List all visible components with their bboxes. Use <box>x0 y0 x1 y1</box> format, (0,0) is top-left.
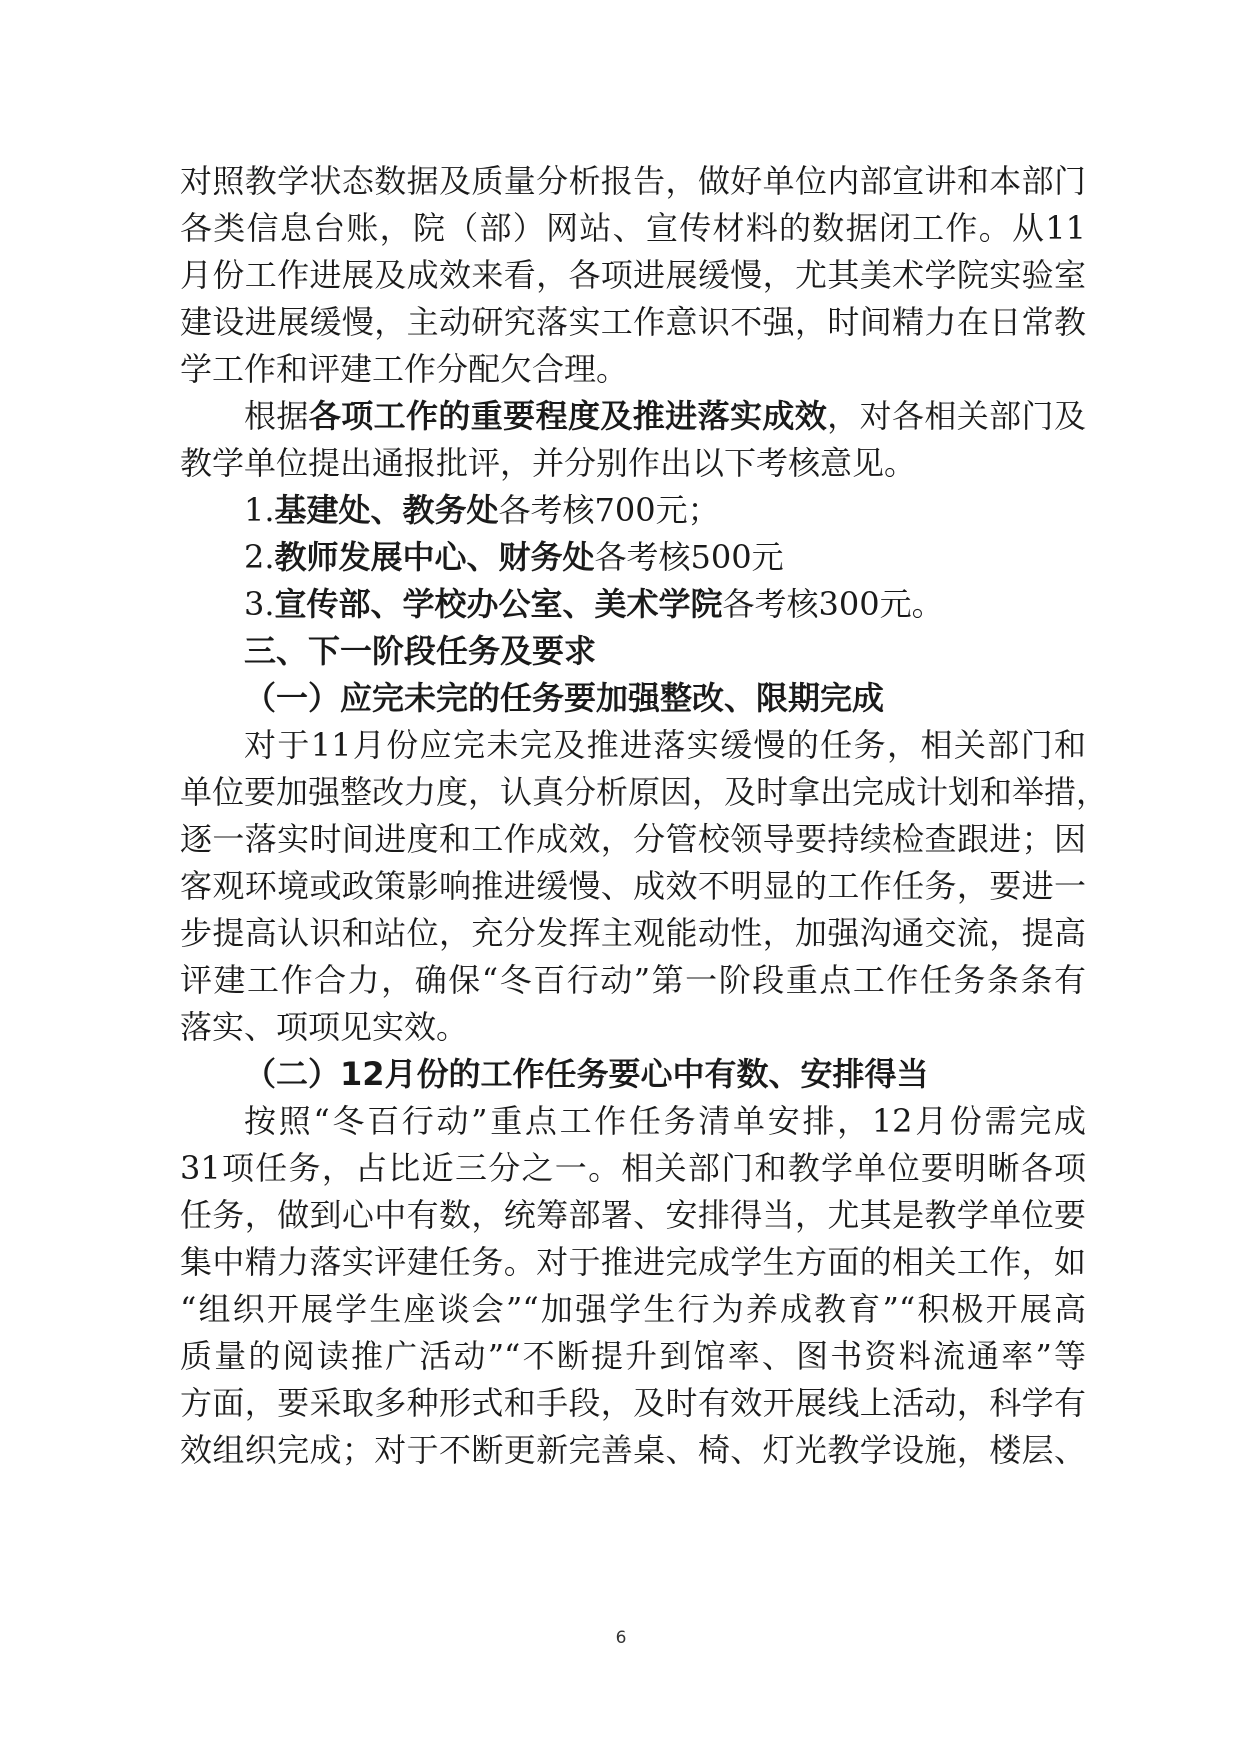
document-body <box>180 158 1109 1474</box>
paragraph-line: 对照教学状态数据及质量分析报告，做好单位内部宣讲和本部门 <box>180 162 1086 200</box>
assessment-line: 教学单位提出通报批评，并分别作出以下考核意见。 <box>180 444 917 482</box>
paragraph-line: 建设进展缓慢，主动研究落实工作意识不强，时间精力在日常教 <box>180 303 1086 341</box>
paragraph-line: 学工作和评建工作分配欠合理。 <box>180 350 629 388</box>
assessment-prefix: 根据 <box>244 397 309 435</box>
penalty-text: 各考核300元。 <box>722 585 944 623</box>
penalty-number: 1. <box>244 491 275 529</box>
paragraph-line: 评建工作合力，确保“冬百行动”第一阶段重点工作任务条条有 <box>180 961 1086 999</box>
penalty-text: 各考核500元 <box>594 538 784 576</box>
penalty-number: 3. <box>244 585 275 623</box>
paragraph-line: 客观环境或政策影响推进缓慢、成效不明显的工作任务，要进一 <box>180 867 1086 905</box>
penalty-units: 基建处、教务处 <box>274 491 499 529</box>
paragraph-line: 步提高认识和站位，充分发挥主观能动性，加强沟通交流，提高 <box>180 914 1086 952</box>
subsection-heading: （二）12月份的工作任务要心中有数、安排得当 <box>244 1055 929 1093</box>
assessment-emphasis: 各项工作的重要程度及推进落实成效 <box>308 397 828 435</box>
assessment-suffix: ，对各相关部门及 <box>827 397 1086 435</box>
paragraph-line: 任务，做到心中有数，统筹部署、安排得当，尤其是教学单位要 <box>180 1196 1086 1234</box>
paragraph-line: 逐一落实时间进度和工作成效，分管校领导要持续检查跟进；因 <box>180 820 1086 858</box>
assessment-line <box>180 393 1086 440</box>
penalty-number: 2. <box>244 538 275 576</box>
paragraph-line: 对于11月份应完未完及推进落实缓慢的任务，相关部门和 <box>244 726 1086 764</box>
paragraph-line: 31项任务，占比近三分之一。相关部门和教学单位要明晰各项 <box>180 1149 1086 1187</box>
paragraph-line: 各类信息台账，院（部）网站、宣传材料的数据闭工作。从11 <box>180 209 1086 247</box>
penalty-item <box>180 487 1086 534</box>
page-number: 6 <box>615 1628 627 1648</box>
penalty-item <box>180 581 1086 628</box>
paragraph-line: 效组织完成；对于不断更新完善桌、椅、灯光教学设施，楼层、 <box>180 1431 1086 1469</box>
paragraph-line: 单位要加强整改力度，认真分析原因，及时拿出完成计划和举措， <box>180 773 1109 811</box>
penalty-text: 各考核700元； <box>498 491 720 529</box>
paragraph-line: 月份工作进展及成效来看，各项进展缓慢，尤其美术学院实验室 <box>180 256 1086 294</box>
section-heading: 三、下一阶段任务及要求 <box>244 632 597 670</box>
paragraph-line: 按照“冬百行动”重点工作任务清单安排，12月份需完成 <box>244 1102 1086 1140</box>
penalty-item <box>180 534 1086 581</box>
paragraph-line: “组织开展学生座谈会”“加强学生行为养成教育”“积极开展高 <box>180 1290 1086 1328</box>
paragraph-line: 质量的阅读推广活动”“不断提升到馆率、图书资料流通率”等 <box>180 1337 1086 1375</box>
penalty-units: 宣传部、学校办公室、美术学院 <box>274 585 723 623</box>
penalty-units: 教师发展中心、财务处 <box>274 538 595 576</box>
paragraph-line: 落实、项项见实效。 <box>180 1008 469 1046</box>
subsection-heading: （一）应完未完的任务要加强整改、限期完成 <box>244 679 885 717</box>
paragraph-line: 集中精力落实评建任务。对于推进完成学生方面的相关工作，如 <box>180 1243 1086 1281</box>
paragraph-line: 方面，要采取多种形式和手段，及时有效开展线上活动，科学有 <box>180 1384 1086 1422</box>
